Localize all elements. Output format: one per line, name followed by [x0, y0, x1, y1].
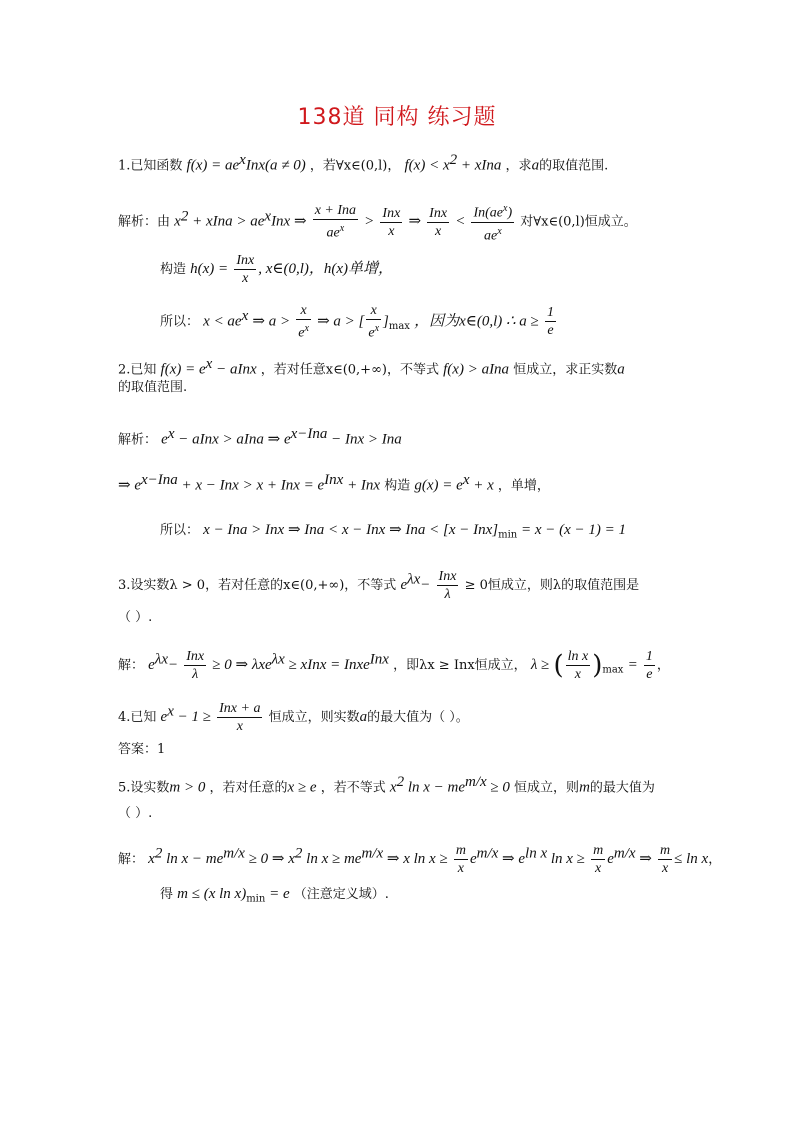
problem-3-question-line-1: 3.设实数λ > 0，若对任意的x∈(0,+∞)，不等式 $e^{\lambda x}-$ $\frac{\text{Inx}}{\lambda}$ ≥ 0恒成立，则λ的取值范围是 [118, 569, 640, 602]
page-title: 138道 同构 练习题 [297, 105, 497, 130]
problem-3-solution: 解： $e^{\lambda x}-$ $\frac{\text{Inx}}{\lambda}$ ≥ 0 ⇒ λxe$^{\lambda x}$ ≥ xInx = Inxe$^{Inx}$ ，即λx ≥ Inx恒成立， λ ≥ ( $\frac{\text{ln x}}{x}$ )$_{max}$ = $\frac{1}{e}$ ， [118, 649, 670, 682]
problem-5-question-line-1: 5.设实数m > 0 ，若对任意的x ≥ e ，若不等式 $x^2$ $\ln x - me^{m/x} \ge 0$ 恒成立，则m的最大值为 [118, 774, 655, 796]
problem-5-solution-line-2: 得 m ≤ (x $\ln x)_{min} = e$ （注意定义域）. [160, 886, 389, 905]
problem-1-question: 1.已知函数 $f(x) = ae^xInx(a \ne 0)$ ，若∀x∈(0,l)， $f(x) < x^2$ + xIna ，求a的取值范围. [118, 152, 609, 174]
problem-5-solution-line-1: 解： $x^2$ $\ln x - me^{m/x} \ge 0$ ⇒ $x^2$ $\ln x \ge me^{m/x}$ ⇒ x ln x ≥ $\frac{m}{x}$ $e^{m/x}$ ⇒ $e^{ln x}$ ln x ≥ $\frac{m}{x}$ $e^{m/x}$ ⇒ $\frac{m}{x}$ ≤ ln x， [118, 843, 722, 876]
problem-2-question-line-2: 的取值范围. [118, 380, 188, 395]
problem-3-question-line-2: （ ）. [118, 610, 153, 625]
problem-2-solution-line-1: 解析： $e^x$ − aInx > aIna ⇒ $e^{x-Ina}$ − Inx > Ina [118, 426, 402, 448]
problem-1-solution-line-3: 所以： $x < ae^x$ ⇒ a > $\frac{x}{e^x}$ ⇒ a > [ $\frac{x}{e^x}$ ]$_{max}$ ，因为x∈(0,l) ∴ a ≥ $\frac{1}{e}$ [160, 303, 554, 341]
problem-1-solution-line-1: 解析：由 $x^2$ + xIna > $ae^xInx$ ⇒ $\frac{\text{x + Ina}}{ae^x}$ > $\frac{\text{Inx}}{x}$ ⇒ $\frac{\text{Inx}}{x}$ < $\frac{In(ae^x)}{ae^x}$ 对∀x∈(0,l)恒成立。 [118, 200, 637, 244]
problem-2-solution-line-2: ⇒ $e^{x-Ina} + x$ − Inx > x + Inx = $e^{Inx}$ + Inx 构造 $g(x) = e^x + x$ ，单增， [118, 472, 550, 494]
problem-4-answer: 答案：1 [118, 742, 166, 757]
problem-2-question-line-1: 2.已知 $f(x) = e^x$ − aInx ，若对任意x∈(0,+∞)，不等式 f(x) > aIna 恒成立，求正实数a [118, 356, 625, 378]
problem-2-solution-line-3: 所以： x − Ina > Inx ⇒ Ina < x − Inx ⇒ Ina < $[x - Inx]_{min} = x - (x - 1) = 1$ [160, 522, 627, 541]
problem-1-solution-line-2: 构造 h(x) = $\frac{\text{Inx}}{x}$ , x∈(0,l)，h(x)单增， [160, 253, 394, 286]
problem-4-question: 4.已知 $e^x - 1$ ≥ $\frac{\text{Inx + a}}{x}$ 恒成立，则实数a的最大值为（ ）。 [118, 701, 469, 734]
problem-5-question-line-2: （ ）. [118, 806, 153, 821]
